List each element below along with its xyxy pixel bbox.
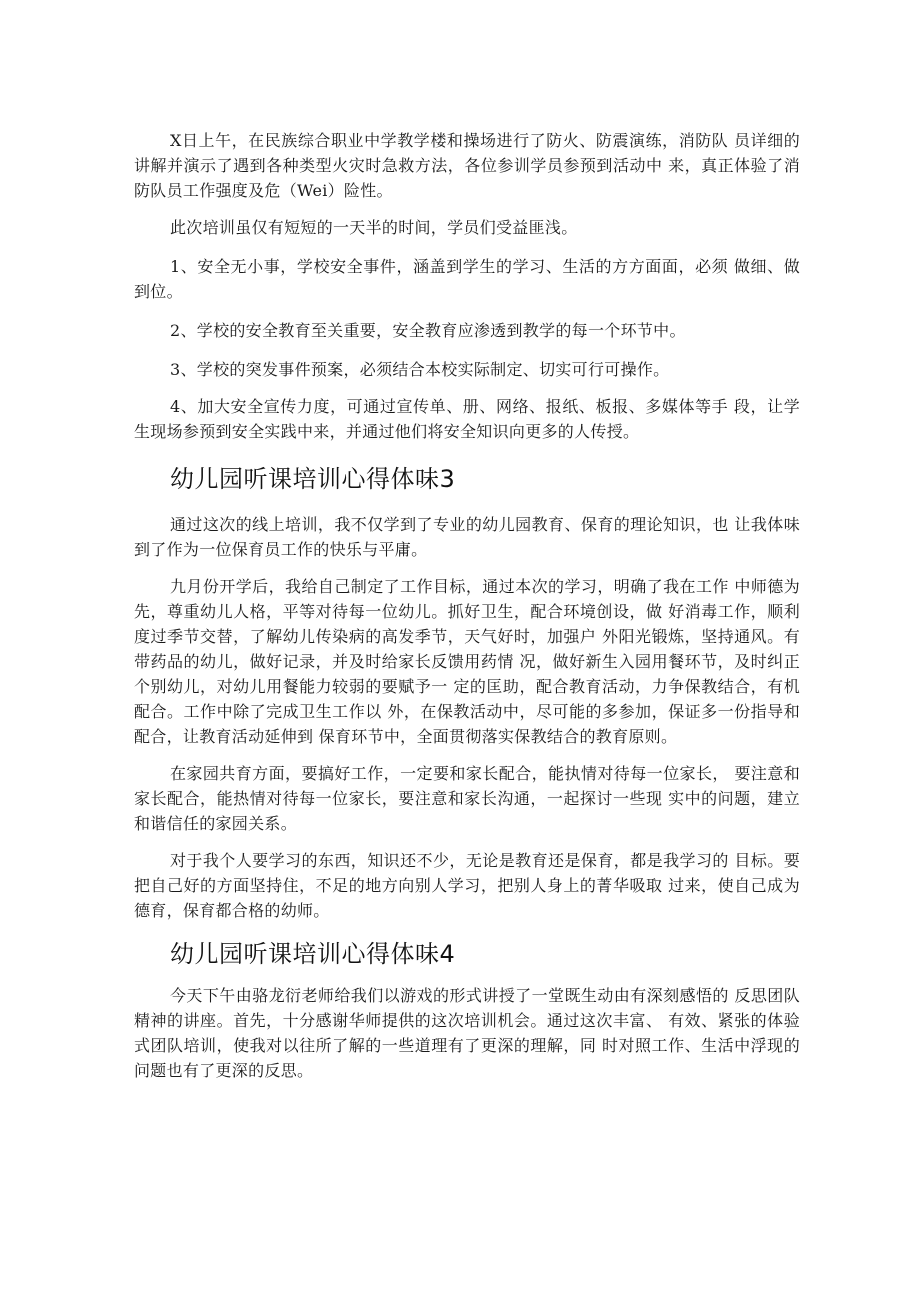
intro-paragraph-1: X日上午，在民族综合职业中学教学楼和操场进行了防火、防震演练，消防队 员详细的讲解并演示了遇到各种类型火灾时急救方法，各位参训学员参预到活动中 来，真正体验了消防队员工作强度及危（Wei）险性。: [134, 131, 800, 200]
section3-paragraph-3: 在家园共育方面，要搞好工作，一定要和家长配合，能执情对待每一位家长， 要注意和家长配合，能热情对待每一位家长，要注意和家长沟通，一起探讨一些现 实中的问题，建立和谐信任的家园关系。: [134, 764, 800, 833]
intro-paragraph-4: 2、学校的安全教育至关重要，安全教育应渗透到教学的每一个环节中。: [170, 321, 686, 340]
intro-paragraph-3: 1、安全无小事，学校安全事件，涵盖到学生的学习、生活的方方面面，必须 做细、做到位。: [134, 257, 800, 301]
section4-title: 幼儿园听课培训心得体味4: [170, 940, 456, 968]
section3-paragraph-2: 九月份开学后，我给自己制定了工作目标，通过本次的学习，明确了我在工作 中师德为先，尊重幼儿人格，平等对待每一位幼儿。抓好卫生，配合环境创设，做 好消毒工作，顺利度过季节交替，了解幼儿传染病的高发季节，天气好时，加强户 外阳光锻炼，坚持通风。有带药品的幼儿，做好记录，并及时给家长反馈用药情 况，做好新生入园用餐环节，及时纠正个别幼儿，对幼儿用餐能力较弱的要赋予一 定的匡助，配合教育活动，力争保教结合，有机配合。工作中除了完成卫生工作以 外，在保教活动中，尽可能的多参加，保证多一份指导和配合，让教育活动延伸到 保育环节中，全面贯彻落实保教结合的教育原则。: [134, 577, 800, 746]
section4-paragraph-1: 今天下午由骆龙衍老师给我们以游戏的形式讲授了一堂既生动由有深刻感悟的 反思团队精神的讲座。首先，十分感谢华师提供的这次培训机会。通过这次丰富、 有效、紧张的体验式团队培训，使我对以往所了解的一些道理有了更深的理解，同 时对照工作、生活中浮现的问题也有了更深的反思。: [134, 986, 800, 1080]
intro-paragraph-6: 4、加大安全宣传力度，可通过宣传单、册、网络、报纸、板报、多媒体等手 段，让学生现场参预到安全实践中来，并通过他们将安全知识向更多的人传授。: [134, 397, 800, 441]
intro-paragraph-2: 此次培训虽仅有短短的一天半的时间，学员们受益匪浅。: [170, 218, 578, 237]
section3-title: 幼儿园听课培训心得体味3: [170, 465, 456, 493]
section3-paragraph-1: 通过这次的线上培训，我不仅学到了专业的幼儿园教育、保育的理论知识，也 让我体味到了作为一位保育员工作的快乐与平庸。: [134, 515, 800, 559]
document-page: [134, 128, 800, 1083]
intro-paragraph-5: 3、学校的突发事件预案，必须结合本校实际制定、切实可行可操作。: [170, 360, 670, 379]
section3-paragraph-4: 对于我个人要学习的东西，知识还不少，无论是教育还是保育，都是我学习的 目标。要把自己好的方面坚持住，不足的地方向别人学习，把别人身上的菁华吸取 过来，使自己成为德育，保育都合格的幼师。: [134, 851, 800, 920]
